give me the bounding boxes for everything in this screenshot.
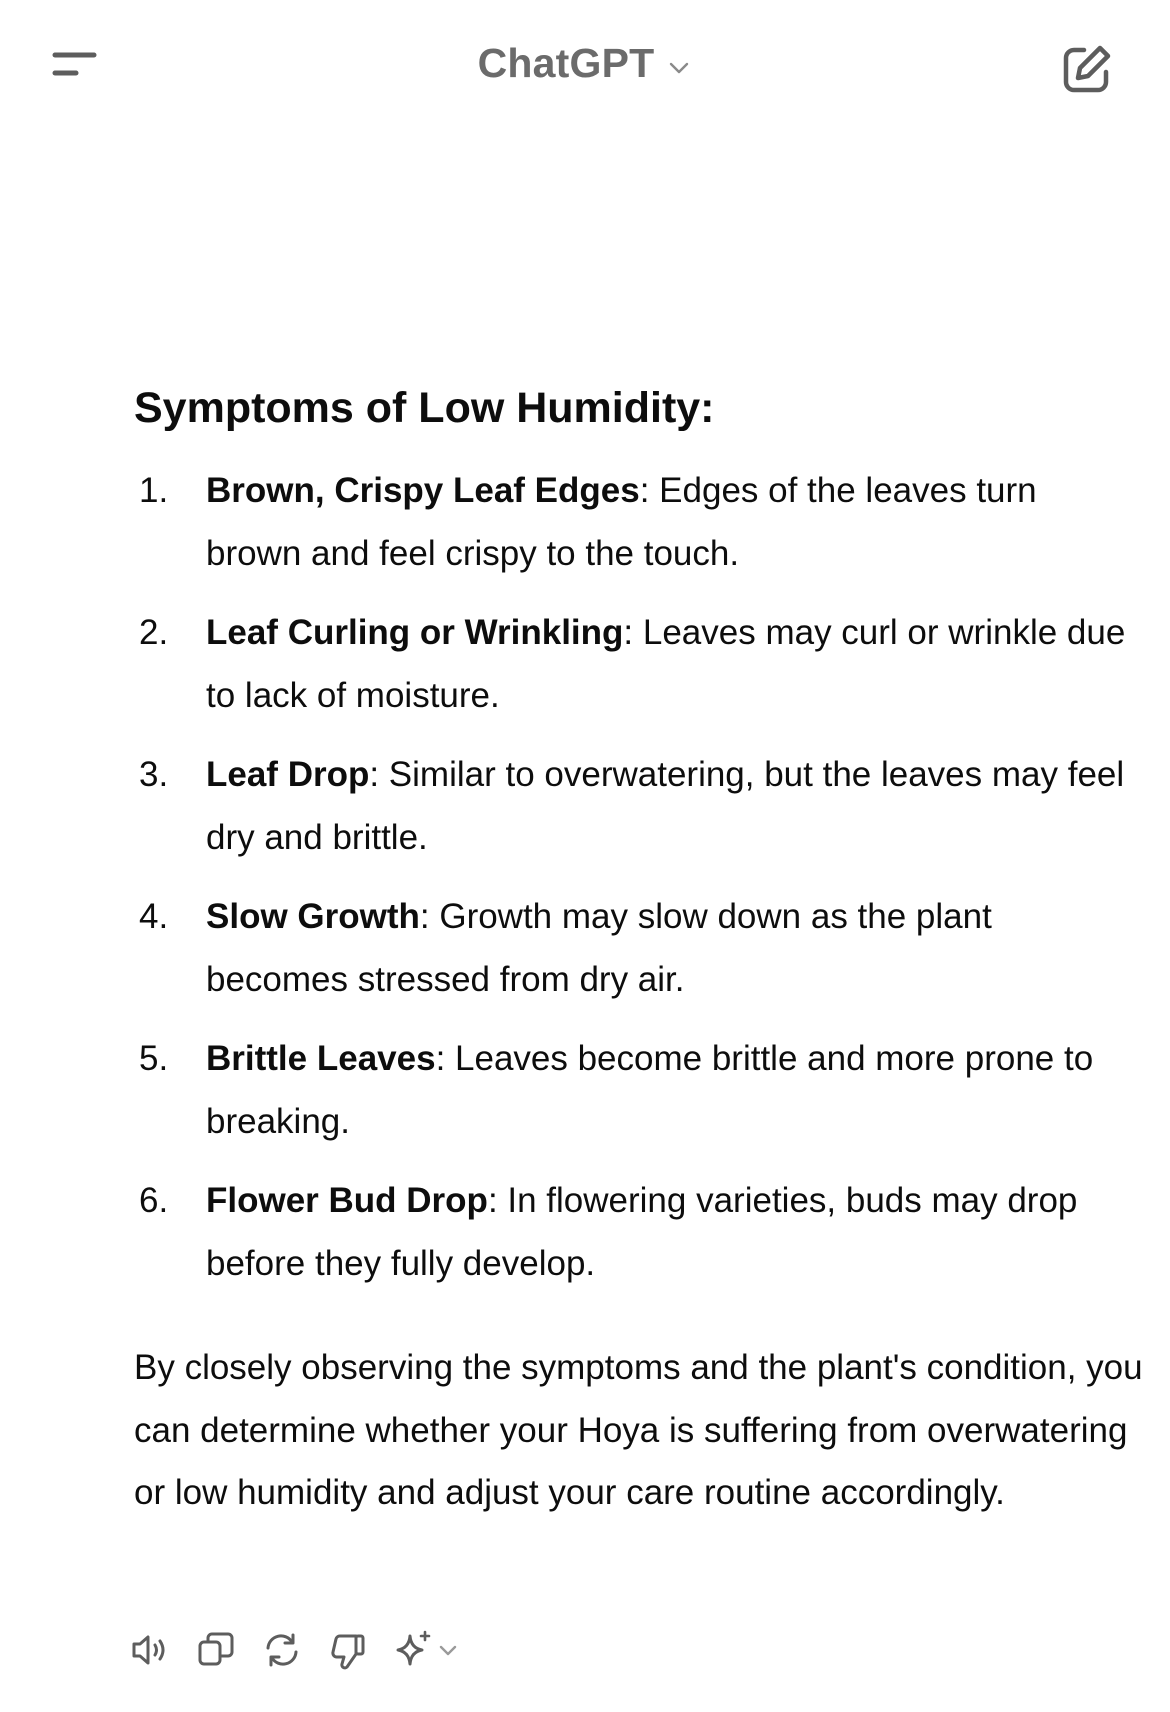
list-term: Slow Growth	[206, 897, 420, 936]
model-switcher[interactable]	[0, 40, 1170, 87]
list-term: Flower Bud Drop	[206, 1181, 488, 1220]
list-description: : Similar to overwatering, but the leaves may feel dry and brittle.	[206, 755, 1125, 857]
copy-button[interactable]	[194, 1628, 238, 1672]
list-item	[134, 1170, 1134, 1295]
list-description: : In flowering varieties, buds may drop before they fully develop.	[206, 1181, 1078, 1283]
list-term: Brown, Crispy Leaf Edges	[206, 471, 640, 510]
list-item	[134, 1028, 1134, 1153]
list-number: 3.	[139, 755, 169, 794]
regenerate-icon	[260, 1628, 304, 1672]
list-number: 4.	[139, 897, 169, 936]
section-heading: Symptoms of Low Humidity:	[134, 384, 715, 432]
new-chat-button[interactable]	[1060, 42, 1114, 96]
top-bar	[0, 0, 1170, 140]
list-description: : Growth may slow down as the plant becomes stressed from dry air.	[206, 897, 992, 999]
list-item	[134, 460, 1134, 585]
list-item	[134, 744, 1134, 869]
list-number: 6.	[139, 1181, 169, 1220]
closing-paragraph: By closely observing the symptoms and the plant's condition, you can determine whether your Hoya is suffering from overwatering or low humidity and adjust your care routine accordingly.	[134, 1348, 1143, 1512]
message-actions	[128, 1625, 460, 1675]
assistant-message	[134, 378, 1143, 1560]
chevron-down-icon	[436, 1638, 460, 1662]
list-description: : Edges of the leaves turn brown and feel crispy to the touch.	[206, 471, 1037, 573]
list-number: 1.	[139, 471, 169, 510]
symptom-list	[134, 460, 1134, 1295]
regenerate-button[interactable]	[260, 1628, 304, 1672]
copy-icon	[194, 1628, 238, 1672]
compose-icon	[1060, 42, 1114, 96]
thumbs-down-icon	[326, 1628, 370, 1672]
thumbs-down-button[interactable]	[326, 1628, 370, 1672]
list-term: Leaf Curling or Wrinkling	[206, 613, 624, 652]
switch-model-button[interactable]	[392, 1628, 460, 1672]
list-description: : Leaves may curl or wrinkle due to lack of moisture.	[206, 613, 1126, 715]
list-number: 2.	[139, 613, 169, 652]
app-title: ChatGPT	[477, 40, 655, 86]
list-description: : Leaves become brittle and more prone to breaking.	[206, 1039, 1094, 1141]
list-item	[134, 602, 1134, 727]
list-term: Leaf Drop	[206, 755, 370, 794]
list-term: Brittle Leaves	[206, 1039, 436, 1078]
list-number: 5.	[139, 1039, 169, 1078]
list-item	[134, 886, 1134, 1011]
chevron-down-icon	[666, 55, 692, 81]
sparkle-icon	[392, 1628, 436, 1672]
read-aloud-icon	[128, 1628, 172, 1672]
read-aloud-button[interactable]	[128, 1628, 172, 1672]
